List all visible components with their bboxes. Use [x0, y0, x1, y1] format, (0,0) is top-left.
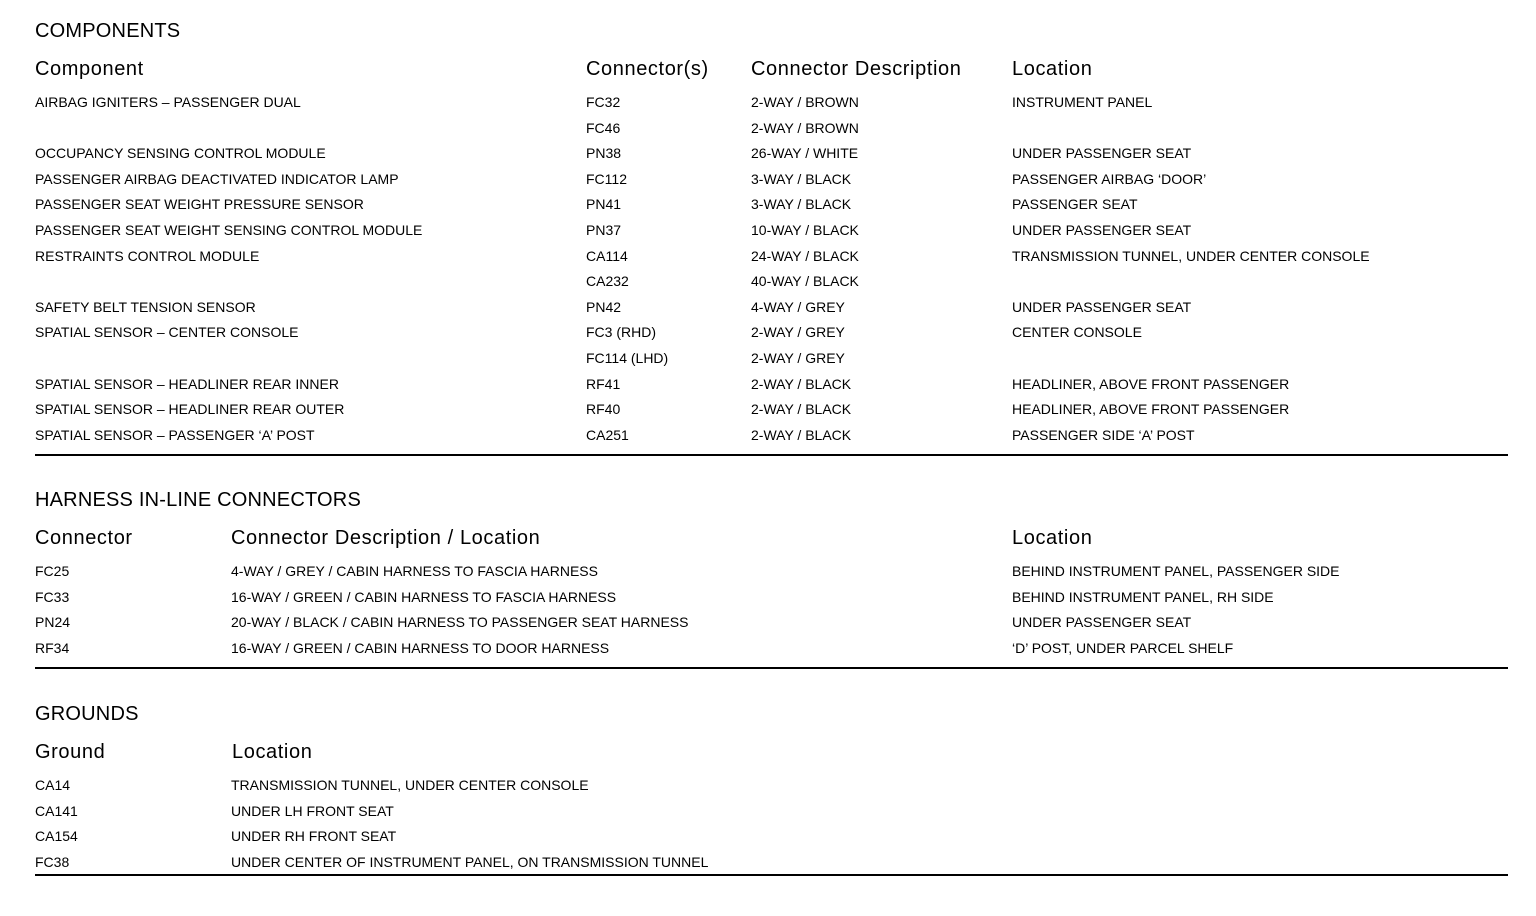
- component-name: SAFETY BELT TENSION SENSOR: [35, 298, 256, 315]
- connector-id: FC33: [35, 588, 70, 605]
- table-row: [35, 171, 1508, 197]
- table-row: [35, 273, 1508, 299]
- connector-id: FC3 (RHD): [586, 324, 656, 341]
- component-location: PASSENGER SEAT: [1012, 196, 1138, 213]
- components-table: [35, 94, 1508, 452]
- connector-description: 3-WAY / BLACK: [751, 170, 852, 187]
- component-location: PASSENGER AIRBAG ‘DOOR’: [1012, 170, 1207, 187]
- component-location: HEADLINER, ABOVE FRONT PASSENGER: [1012, 375, 1290, 392]
- header-location: Location: [1012, 527, 1093, 549]
- connector-description: 26-WAY / WHITE: [751, 145, 859, 162]
- connector-id: CA114: [586, 247, 628, 264]
- connector-description: 40-WAY / BLACK: [751, 273, 859, 290]
- component-location: TRANSMISSION TUNNEL, UNDER CENTER CONSOLE: [1012, 247, 1370, 264]
- connector-id: PN24: [35, 614, 71, 631]
- connector-id: PN37: [586, 221, 622, 238]
- ground-location: UNDER LH FRONT SEAT: [231, 802, 394, 819]
- ground-location: UNDER CENTER OF INSTRUMENT PANEL, ON TRANSMISSION TUNNEL: [231, 853, 709, 870]
- table-row: [35, 614, 1508, 640]
- table-row: [35, 828, 1508, 854]
- connector-id: RF34: [35, 639, 70, 656]
- header-ground: Ground: [35, 741, 106, 763]
- ground-id: CA154: [35, 828, 78, 845]
- header-location: Location: [232, 741, 313, 763]
- connector-location: BEHIND INSTRUMENT PANEL, PASSENGER SIDE: [1012, 563, 1340, 579]
- table-row: [35, 427, 1508, 453]
- connector-id: CA232: [586, 273, 629, 290]
- component-location: UNDER PASSENGER SEAT: [1012, 221, 1192, 238]
- connector-location: BEHIND INSTRUMENT PANEL, RH SIDE: [1012, 588, 1274, 605]
- header-connector: Connector: [35, 527, 133, 549]
- components-title: COMPONENTS: [35, 20, 181, 42]
- connector-id: PN42: [586, 298, 622, 315]
- ground-location: UNDER RH FRONT SEAT: [231, 828, 397, 845]
- connector-id: FC25: [35, 563, 70, 579]
- component-location: UNDER PASSENGER SEAT: [1012, 145, 1192, 162]
- ground-id: CA14: [35, 777, 71, 793]
- table-row: [35, 401, 1508, 427]
- connector-id: FC112: [586, 170, 627, 187]
- connector-description: 2-WAY / GREY: [751, 349, 845, 366]
- connector-description: 10-WAY / BLACK: [751, 221, 859, 238]
- header-connector-description-location: Connector Description / Location: [231, 527, 541, 549]
- component-name: AIRBAG IGNITERS – PASSENGER DUAL: [35, 94, 301, 110]
- component-name: PASSENGER AIRBAG DEACTIVATED INDICATOR LAMP: [35, 170, 399, 187]
- connector-description: 2-WAY / BROWN: [751, 119, 859, 136]
- section-divider: [35, 454, 1508, 456]
- table-row: [35, 94, 1508, 120]
- connector-location: UNDER PASSENGER SEAT: [1012, 614, 1192, 631]
- connector-description: 4-WAY / GREY / CABIN HARNESS TO FASCIA HARNESS: [231, 563, 598, 579]
- connector-description: 16-WAY / GREEN / CABIN HARNESS TO FASCIA HARNESS: [231, 588, 617, 605]
- harness-title: HARNESS IN-LINE CONNECTORS: [35, 489, 361, 511]
- component-name: RESTRAINTS CONTROL MODULE: [35, 247, 260, 264]
- table-row: [35, 248, 1508, 274]
- connector-id: RF40: [586, 401, 621, 418]
- table-row: [35, 640, 1508, 666]
- component-name: PASSENGER SEAT WEIGHT SENSING CONTROL MODULE: [35, 221, 423, 238]
- connector-description: 16-WAY / GREEN / CABIN HARNESS TO DOOR HARNESS: [231, 639, 610, 656]
- component-location: PASSENGER SIDE ‘A’ POST: [1012, 426, 1195, 443]
- table-row: [35, 196, 1508, 222]
- component-location: UNDER PASSENGER SEAT: [1012, 298, 1192, 315]
- table-row: [35, 777, 1508, 803]
- connector-id: FC114 (LHD): [586, 349, 669, 366]
- component-name: PASSENGER SEAT WEIGHT PRESSURE SENSOR: [35, 196, 364, 213]
- component-name: SPATIAL SENSOR – CENTER CONSOLE: [35, 324, 299, 341]
- connector-id: FC46: [586, 119, 621, 136]
- table-row: [35, 376, 1508, 402]
- grounds-title: GROUNDS: [35, 703, 139, 725]
- component-name: SPATIAL SENSOR – HEADLINER REAR INNER: [35, 375, 339, 392]
- table-row: [35, 120, 1508, 146]
- connector-id: FC32: [586, 94, 621, 110]
- table-row: [35, 350, 1508, 376]
- component-location: CENTER CONSOLE: [1012, 324, 1142, 341]
- table-row: [35, 299, 1508, 325]
- ground-id: FC38: [35, 853, 70, 870]
- connector-location: ‘D’ POST, UNDER PARCEL SHELF: [1012, 639, 1234, 656]
- table-row: [35, 222, 1508, 248]
- connector-description: 2-WAY / BROWN: [751, 94, 859, 110]
- connector-description: 20-WAY / BLACK / CABIN HARNESS TO PASSENGER SEAT HARNESS: [231, 614, 689, 631]
- header-component: Component: [35, 58, 144, 80]
- connector-description: 2-WAY / BLACK: [751, 375, 852, 392]
- component-location: HEADLINER, ABOVE FRONT PASSENGER: [1012, 401, 1290, 418]
- section-divider: [35, 874, 1508, 876]
- connector-description: 2-WAY / GREY: [751, 324, 845, 341]
- table-row: [35, 145, 1508, 171]
- table-row: [35, 563, 1508, 589]
- connector-description: 3-WAY / BLACK: [751, 196, 852, 213]
- section-divider: [35, 667, 1508, 669]
- component-location: INSTRUMENT PANEL: [1012, 94, 1153, 110]
- harness-table: [35, 563, 1508, 665]
- connector-id: PN38: [586, 145, 622, 162]
- ground-id: CA141: [35, 802, 78, 819]
- header-location: Location: [1012, 58, 1093, 80]
- table-row: [35, 324, 1508, 350]
- header-connectors: Connector(s): [586, 58, 709, 80]
- connector-id: RF41: [586, 375, 621, 392]
- table-row: [35, 803, 1508, 829]
- connector-id: PN41: [586, 196, 622, 213]
- component-name: OCCUPANCY SENSING CONTROL MODULE: [35, 145, 326, 162]
- connector-description: 2-WAY / BLACK: [751, 426, 852, 443]
- connector-description: 4-WAY / GREY: [751, 298, 845, 315]
- header-connector-description: Connector Description: [751, 58, 962, 80]
- grounds-table: [35, 777, 1508, 879]
- table-row: [35, 589, 1508, 615]
- ground-location: TRANSMISSION TUNNEL, UNDER CENTER CONSOLE: [231, 777, 589, 793]
- component-name: SPATIAL SENSOR – PASSENGER ‘A’ POST: [35, 426, 315, 443]
- connector-description: 24-WAY / BLACK: [751, 247, 859, 264]
- component-name: SPATIAL SENSOR – HEADLINER REAR OUTER: [35, 401, 345, 418]
- connector-description: 2-WAY / BLACK: [751, 401, 852, 418]
- connector-id: CA251: [586, 426, 629, 443]
